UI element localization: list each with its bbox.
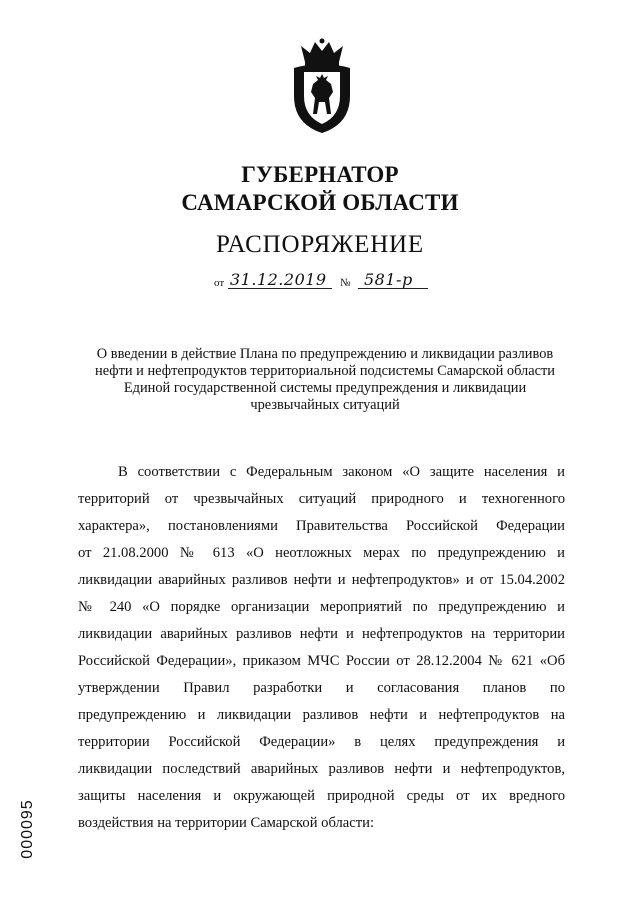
document-subject	[80, 346, 570, 414]
body-line: территорий от чрезвычайных ситуаций природного и техногенного	[78, 491, 565, 507]
document-date: 31.12.2019	[230, 270, 327, 289]
body-line: Российской Федерации», приказом МЧС России от 28.12.2004 № 621 «Об	[78, 653, 565, 669]
body-line: ликвидации аварийных разливов нефти и нефтепродуктов на территории	[78, 626, 565, 642]
body-line: В соответствии с Федеральным законом «О защите населения и	[118, 464, 565, 480]
page-stamp-number	[18, 789, 38, 869]
number-underline	[358, 288, 428, 289]
subject-line: О введении в действие Плана по предупреждению и ликвидации разливов	[96, 346, 554, 362]
org-title-line1: ГУБЕРНАТОР	[241, 162, 399, 187]
body-line: характера», постановлениями Правительства Российской Федерации	[78, 518, 565, 534]
body-line: № 240 «О порядке организации мероприятий по предупреждению и	[78, 599, 565, 615]
page-stamp-number-text: 000095	[19, 799, 36, 859]
body-line: от 21.08.2000 № 613 «О неотложных мерах по предупреждению и	[78, 545, 565, 561]
date-underline	[228, 288, 332, 289]
body-line: территории Российской Федерации» в целях предупреждения и	[78, 734, 565, 750]
org-title-line2: САМАРСКОЙ ОБЛАСТИ	[181, 190, 459, 215]
body-line: утверждении Правил разработки и согласования планов по	[78, 680, 565, 696]
body-line: ликвидации последствий аварийных разливов нефти и нефтепродуктов,	[78, 761, 565, 777]
number-prefix: №	[340, 277, 351, 289]
body-line: предупреждению и ликвидации разливов нефти и нефтепродуктов на	[78, 707, 565, 723]
date-number-line	[214, 270, 434, 292]
body-line: защиты населения и окружающей природной среды от их вредного	[78, 788, 565, 804]
subject-line: нефти и нефтепродуктов территориальной подсистемы Самарской области	[95, 363, 555, 379]
body-paragraph	[78, 459, 565, 837]
body-line: воздействия на территории Самарской области:	[78, 815, 375, 831]
date-prefix: от	[214, 277, 225, 289]
document-type-title: РАСПОРЯЖЕНИЕ	[216, 231, 424, 258]
subject-line: чрезвычайных ситуаций	[250, 397, 400, 413]
subject-line: Единой государственной системы предупреждения и ликвидации	[123, 380, 527, 396]
document-number: 581-р	[364, 270, 413, 289]
coat-of-arms-emblem	[291, 38, 353, 134]
body-line: ликвидации аварийных разливов нефти и нефтепродуктов» и от 15.04.2002	[78, 572, 565, 588]
